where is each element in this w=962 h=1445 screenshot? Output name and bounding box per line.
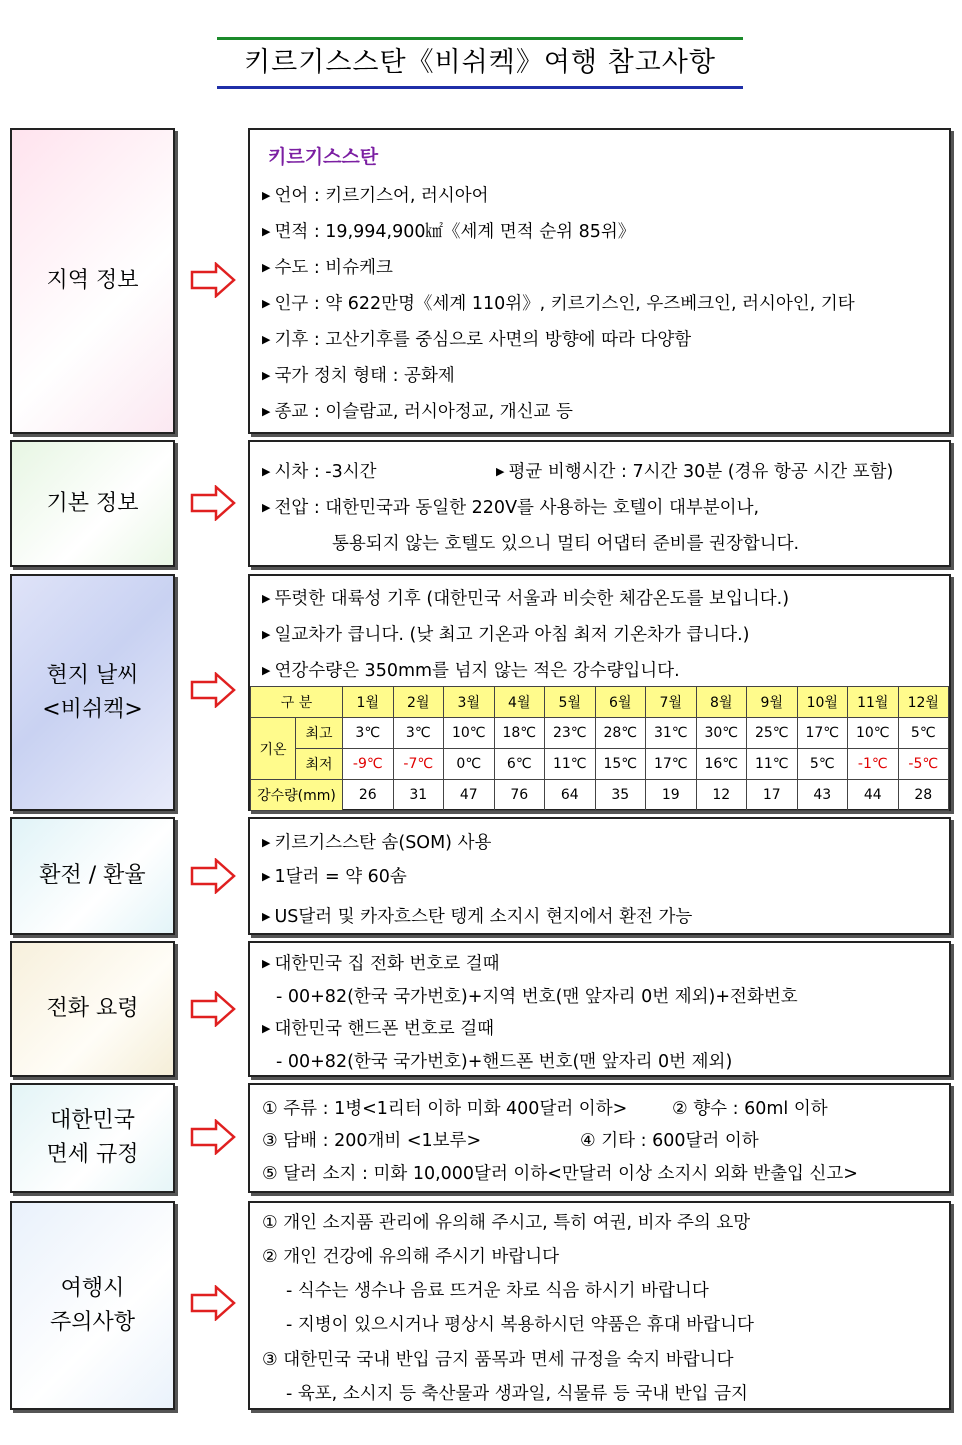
currency-panel <box>248 817 951 935</box>
list-item: ⑤ 달러 소지 : 미화 10,000달러 이하<만달러 이상 소지시 외화 반출입 신고> <box>262 1164 858 1184</box>
table-cell: 26 <box>343 780 394 811</box>
arrow-right-icon <box>190 485 236 521</box>
table-cell: 11℃ <box>747 749 798 780</box>
arrow-right-icon <box>190 262 236 298</box>
table-cell: 44 <box>848 780 899 811</box>
table-cell: 17℃ <box>646 749 697 780</box>
list-item: ▶ 기후 : 고산기후를 중심으로 사면의 방향에 따라 다양함 <box>262 330 692 350</box>
max-label-cell: 최고 <box>296 718 343 749</box>
month-cell: 9월 <box>747 687 798 718</box>
table-cell: 11℃ <box>545 749 596 780</box>
list-item: ▶ 인구 : 약 622만명《세계 110위》, 키르기스인, 우즈베크인, 러시아인, 기타 <box>262 294 855 314</box>
table-cell: 30℃ <box>696 718 747 749</box>
month-cell: 6월 <box>595 687 646 718</box>
table-cell: 19 <box>646 780 697 811</box>
month-cell: 10월 <box>797 687 848 718</box>
table-cell: 28 <box>898 780 949 811</box>
table-cell: 43 <box>797 780 848 811</box>
arrow-right-icon <box>190 1285 236 1321</box>
table-cell: 31 <box>393 780 444 811</box>
list-item: ▶ 언어 : 키르기스어, 러시아어 <box>262 186 489 206</box>
list-item: - 00+82(한국 국가번호)+핸드폰 번호(맨 앞자리 0번 제외) <box>276 1052 733 1072</box>
table-cell: 35 <box>595 780 646 811</box>
table-cell: 0℃ <box>444 749 495 780</box>
label-dutyfree: 대한민국 면세 규정 <box>10 1083 175 1193</box>
list-item: - 00+82(한국 국가번호)+지역 번호(맨 앞자리 0번 제외)+전화번호 <box>276 987 798 1007</box>
list-item: ▶ 면적 : 19,994,900㎢《세계 면적 순위 85위》 <box>262 222 636 242</box>
table-cell: -9℃ <box>343 749 394 780</box>
month-cell: 5월 <box>545 687 596 718</box>
flight-time: ▶ 평균 비행시간 : 7시간 30분 (경유 항공 시간 포함) <box>496 462 894 482</box>
table-cell: -5℃ <box>898 749 949 780</box>
list-item: - 지병이 있으시거나 평상시 복용하시던 약품은 휴대 바랍니다 <box>286 1315 754 1335</box>
label-basic: 기본 정보 <box>10 440 175 567</box>
list-item: ① 주류 : 1병<1리터 이하 미화 400달러 이하> <box>262 1099 628 1119</box>
weather-panel <box>248 574 951 811</box>
arrow-right-icon <box>190 672 236 708</box>
list-item: - 육포, 소시지 등 축산물과 생과일, 식물류 등 국내 반입 금지 <box>286 1384 748 1404</box>
table-cell: 25℃ <box>747 718 798 749</box>
phone-panel <box>248 941 951 1077</box>
rain-label-cell: 강수량(mm) <box>251 780 343 811</box>
label-weather: 현지 날씨 <비쉬켁> <box>10 574 175 811</box>
list-item: ▶ 뚜렷한 대륙성 기후 (대한민국 서울과 비슷한 체감온도를 보입니다.) <box>262 589 790 609</box>
label-phone: 전화 요령 <box>10 941 175 1077</box>
list-item: ▶ US달러 및 카자흐스탄 텡게 소지시 현지에서 환전 가능 <box>262 907 693 927</box>
list-item: ▶ 종교 : 이슬람교, 러시아정교, 개신교 등 <box>262 402 573 422</box>
table-cell: 31℃ <box>646 718 697 749</box>
table-cell: 28℃ <box>595 718 646 749</box>
caution-panel <box>248 1201 951 1410</box>
table-cell: 5℃ <box>797 749 848 780</box>
list-item: ② 향수 : 60ml 이하 <box>672 1099 828 1119</box>
table-cell: 17 <box>747 780 798 811</box>
min-label-cell: 최저 <box>296 749 343 780</box>
month-cell: 12월 <box>898 687 949 718</box>
table-cell: 23℃ <box>545 718 596 749</box>
label-currency: 환전 / 환율 <box>10 817 175 935</box>
arrow-right-icon <box>190 1119 236 1155</box>
table-cell: 76 <box>494 780 545 811</box>
month-cell: 7월 <box>646 687 697 718</box>
time-difference: ▶ 시차 : -3시간 <box>262 462 377 482</box>
list-item: ▶ 키르기스스탄 솜(SOM) 사용 <box>262 833 492 853</box>
basic-panel <box>248 440 951 567</box>
table-cell: 3℃ <box>343 718 394 749</box>
table-cell: 15℃ <box>595 749 646 780</box>
voltage-info-cont: 통용되지 않는 호텔도 있으니 멀티 어댑터 준비를 권장합니다. <box>332 534 800 554</box>
table-cell: 17℃ <box>797 718 848 749</box>
list-item: ▶ 대한민국 핸드폰 번호로 걸때 <box>262 1019 495 1039</box>
table-row <box>251 749 949 780</box>
temp-label-cell: 기온 <box>251 718 296 780</box>
list-item: ③ 담배 : 200개비 <1보루> <box>262 1131 482 1151</box>
list-item: ▶ 연강수량은 350mm를 넘지 않는 적은 강수량입니다. <box>262 661 680 681</box>
table-cell: -7℃ <box>393 749 444 780</box>
table-cell: 47 <box>444 780 495 811</box>
list-item: ▶ 1달러 = 약 60솜 <box>262 867 407 887</box>
arrow-right-icon <box>190 858 236 894</box>
table-cell: 16℃ <box>696 749 747 780</box>
month-cell: 11월 <box>848 687 899 718</box>
table-header-cell: 구 분 <box>251 687 343 718</box>
table-row <box>251 780 949 811</box>
list-item: ▶ 수도 : 비슈케크 <box>262 258 393 278</box>
table-cell: 6℃ <box>494 749 545 780</box>
month-cell: 3월 <box>444 687 495 718</box>
table-cell: 64 <box>545 780 596 811</box>
table-cell: 10℃ <box>848 718 899 749</box>
list-item: - 식수는 생수나 음료 뜨거운 차로 식음 하시기 바랍니다 <box>286 1281 709 1301</box>
page-title: 키르기스스탄《비쉬켁》여행 참고사항 <box>244 47 716 78</box>
region-panel <box>248 128 951 434</box>
month-cell: 4월 <box>494 687 545 718</box>
title-banner <box>217 37 743 89</box>
label-caution: 여행시 주의사항 <box>10 1201 175 1410</box>
table-cell: 5℃ <box>898 718 949 749</box>
weather-table <box>250 686 949 811</box>
month-cell: 1월 <box>343 687 394 718</box>
table-row <box>251 718 949 749</box>
label-region: 지역 정보 <box>10 128 175 434</box>
list-item: ▶ 일교차가 큽니다. (낮 최고 기온과 아침 최저 기온차가 큽니다.) <box>262 625 750 645</box>
list-item: ① 개인 소지품 관리에 유의해 주시고, 특히 여권, 비자 주의 요망 <box>262 1213 751 1233</box>
country-name: 키르기스스탄 <box>268 146 379 168</box>
month-cell: 2월 <box>393 687 444 718</box>
table-cell: 10℃ <box>444 718 495 749</box>
list-item: ② 개인 건강에 유의해 주시기 바랍니다 <box>262 1247 560 1267</box>
list-item: ④ 기타 : 600달러 이하 <box>580 1131 759 1151</box>
table-cell: 12 <box>696 780 747 811</box>
table-cell: 3℃ <box>393 718 444 749</box>
dutyfree-panel <box>248 1083 951 1193</box>
table-header-row <box>251 687 949 718</box>
arrow-right-icon <box>190 991 236 1027</box>
month-cell: 8월 <box>696 687 747 718</box>
table-cell: 18℃ <box>494 718 545 749</box>
list-item: ③ 대한민국 국내 반입 금지 품목과 면세 규정을 숙지 바랍니다 <box>262 1350 734 1370</box>
voltage-info: ▶ 전압 : 대한민국과 동일한 220V를 사용하는 호텔이 대부분이나, <box>262 498 760 518</box>
list-item: ▶ 대한민국 집 전화 번호로 걸때 <box>262 954 500 974</box>
list-item: ▶ 국가 정치 형태 : 공화제 <box>262 366 455 386</box>
table-cell: -1℃ <box>848 749 899 780</box>
